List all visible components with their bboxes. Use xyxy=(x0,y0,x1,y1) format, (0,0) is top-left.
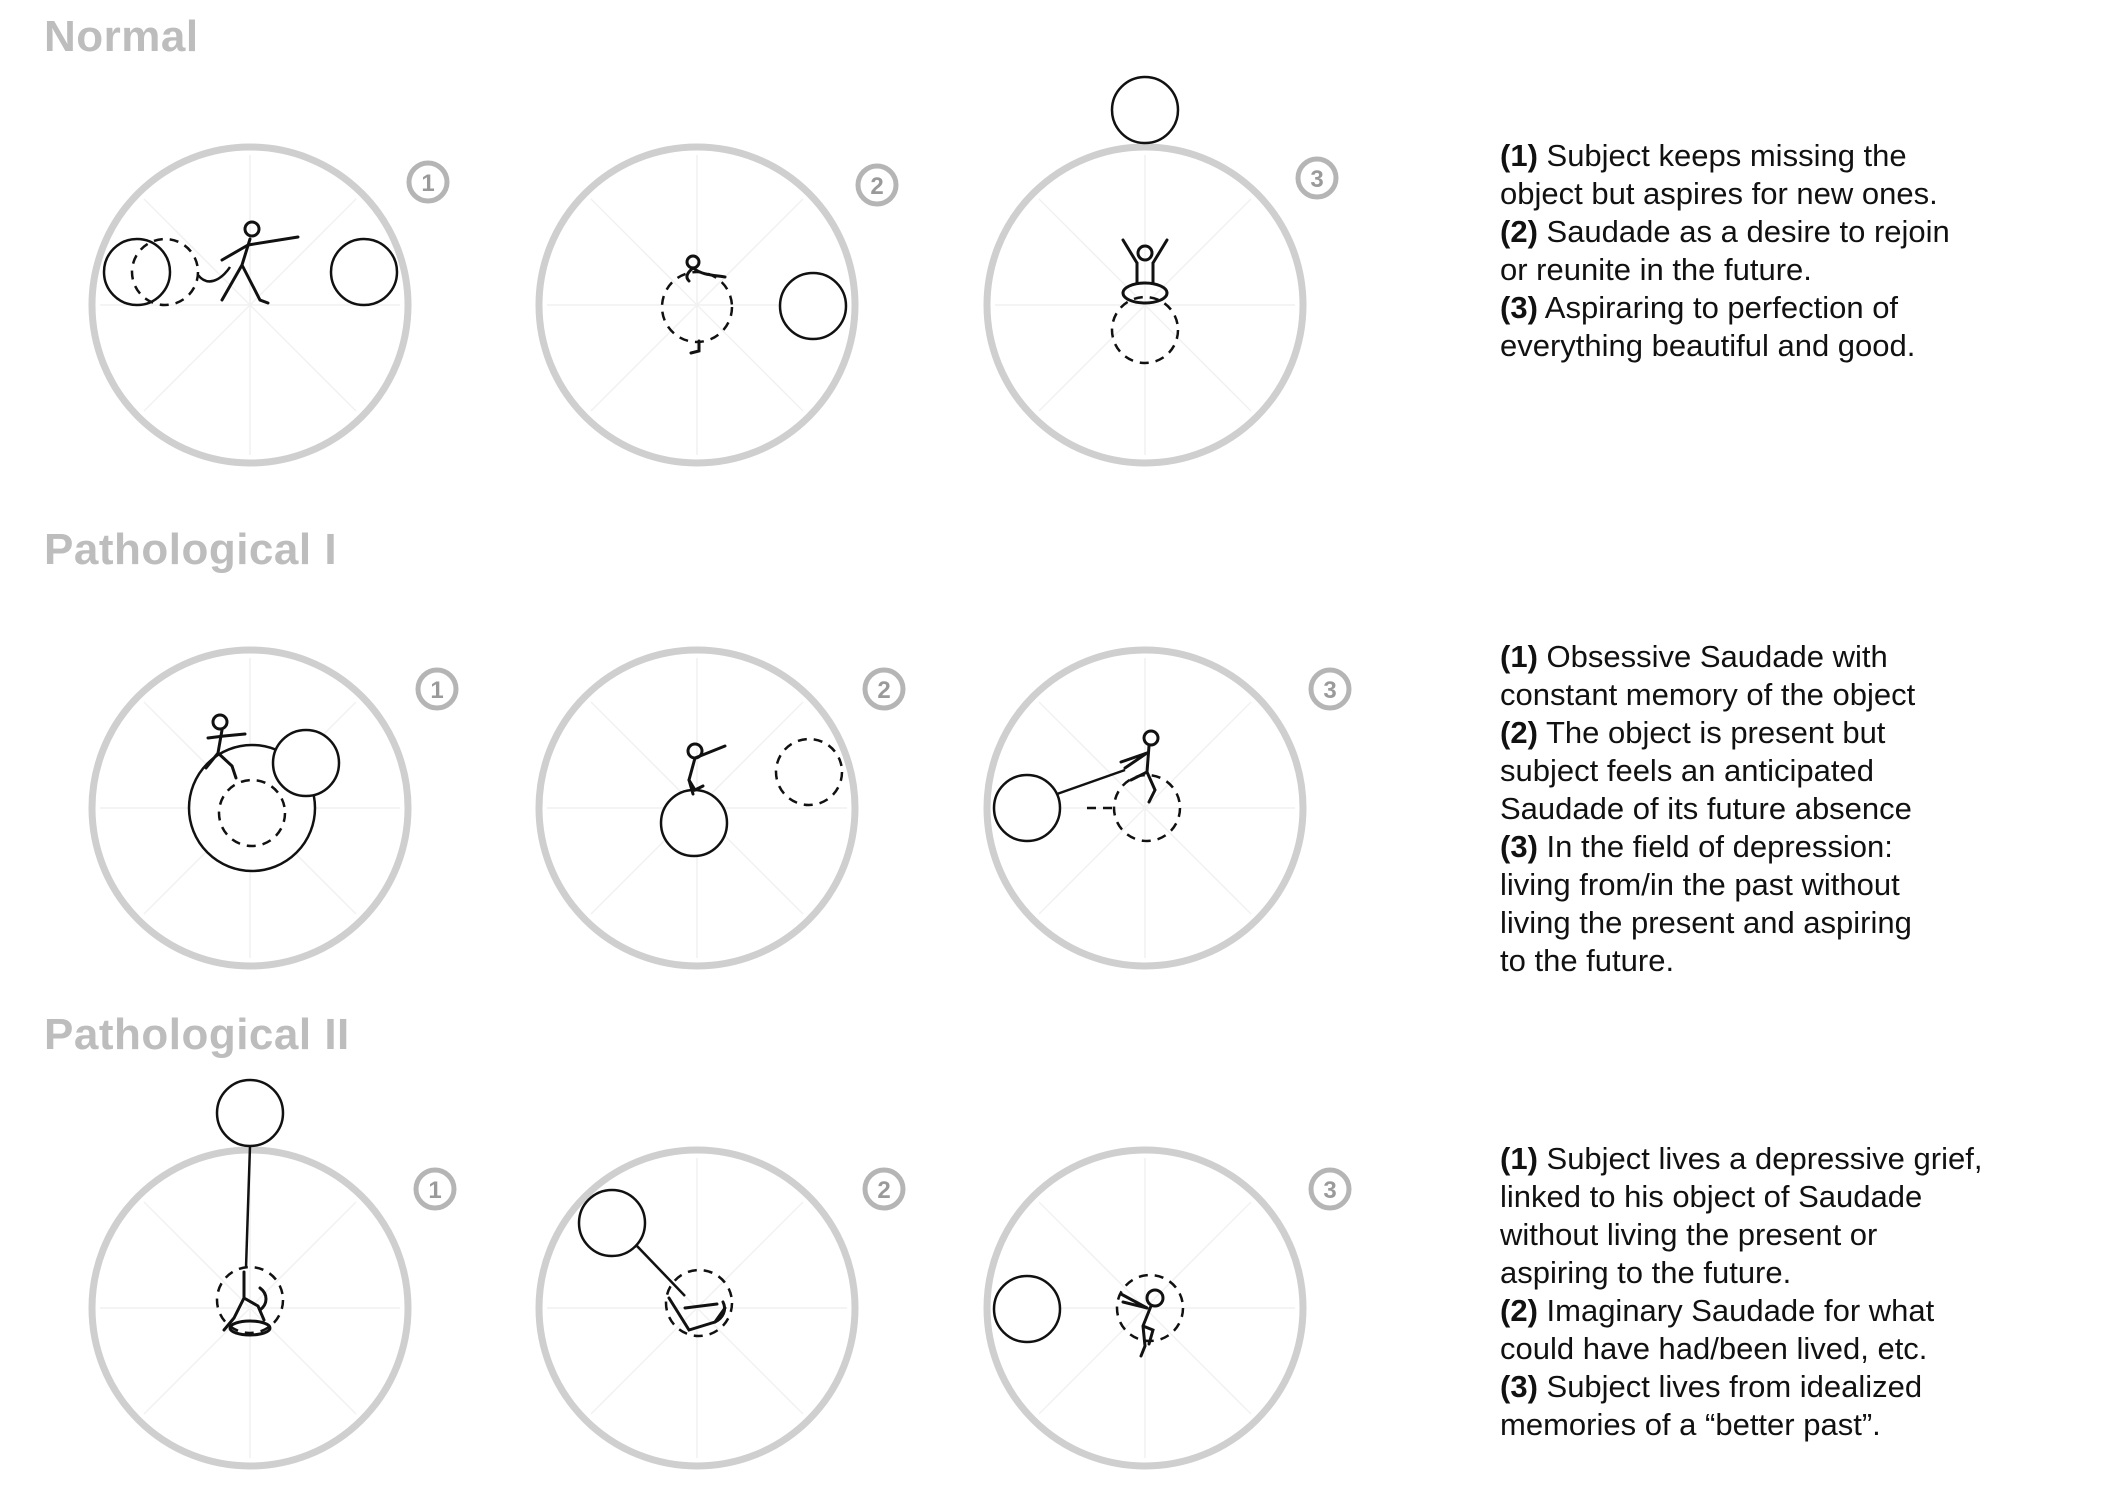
badge-label: 1 xyxy=(430,677,444,704)
pathological-2-panel-3 xyxy=(987,1150,1349,1466)
past-object-circle xyxy=(994,775,1060,841)
curled-figure xyxy=(224,1272,270,1335)
badge-label: 2 xyxy=(870,173,884,200)
description-item: (3) Aspiraring to perfection of everything beautiful and good. xyxy=(1500,290,1916,363)
pathological-2-panel-1 xyxy=(92,1080,454,1466)
description-item: (3) In the field of depression: living from/in the past without living the present and aspiring to the future. xyxy=(1500,829,1912,978)
normal-panel-2 xyxy=(539,147,896,463)
object-circle xyxy=(273,730,339,796)
pathological-1-panel-1 xyxy=(92,650,456,966)
new-object-circle xyxy=(331,239,397,305)
description-item: (1) Subject lives a depressive grief, linked to his object of Saudade without living the present or aspiring to the future. xyxy=(1500,1141,1983,1290)
badge-label: 1 xyxy=(421,170,435,197)
badge-label: 3 xyxy=(1323,1177,1337,1204)
description-item: (2) The object is present but subject feels an anticipated Saudade of its future absence xyxy=(1500,715,1912,826)
pulling-figure xyxy=(1121,731,1158,802)
badge-label: 2 xyxy=(877,1177,891,1204)
past-object-circle xyxy=(994,1276,1060,1342)
standing-figure xyxy=(1121,1290,1163,1356)
section-title-pathological-2: Pathological II xyxy=(44,1010,350,1059)
present-object-circle xyxy=(661,790,727,856)
pathological-2-description xyxy=(1500,1140,2090,1444)
section-title-pathological-1: Pathological I xyxy=(44,525,338,574)
future-absence-circle xyxy=(776,739,842,805)
description-item: (2) Imaginary Saudade for what could have had/been lived, etc. xyxy=(1500,1293,1935,1366)
future-object-circle xyxy=(780,273,846,339)
pathological-1-panel-3 xyxy=(987,650,1349,966)
description-item: (1) Subject keeps missing the object but aspires for new ones. xyxy=(1500,138,1938,211)
normal-description xyxy=(1500,137,2090,365)
description-item: (3) Subject lives from idealized memories of a “better past”. xyxy=(1500,1369,1923,1442)
pathological-1-description xyxy=(1500,638,2090,980)
object-circle xyxy=(104,239,170,305)
badge-label: 1 xyxy=(428,1177,442,1204)
walking-figure xyxy=(222,222,298,303)
badge-label: 3 xyxy=(1323,677,1337,704)
description-item: (2) Saudade as a desire to rejoin or reunite in the future. xyxy=(1500,214,1950,287)
object-circle xyxy=(217,1080,283,1146)
imaginary-object-circle xyxy=(579,1190,645,1256)
normal-panel-3 xyxy=(987,77,1336,463)
pathological-2-panel-2 xyxy=(539,1150,903,1466)
normal-panel-1 xyxy=(92,147,447,463)
ideal-object-circle xyxy=(1112,77,1178,143)
description-item: (1) Obsessive Saudade with constant memory of the object xyxy=(1500,639,1916,712)
badge-label: 3 xyxy=(1310,166,1324,193)
pathological-1-panel-2 xyxy=(539,650,903,966)
badge-label: 2 xyxy=(877,677,891,704)
section-title-normal: Normal xyxy=(44,12,199,61)
